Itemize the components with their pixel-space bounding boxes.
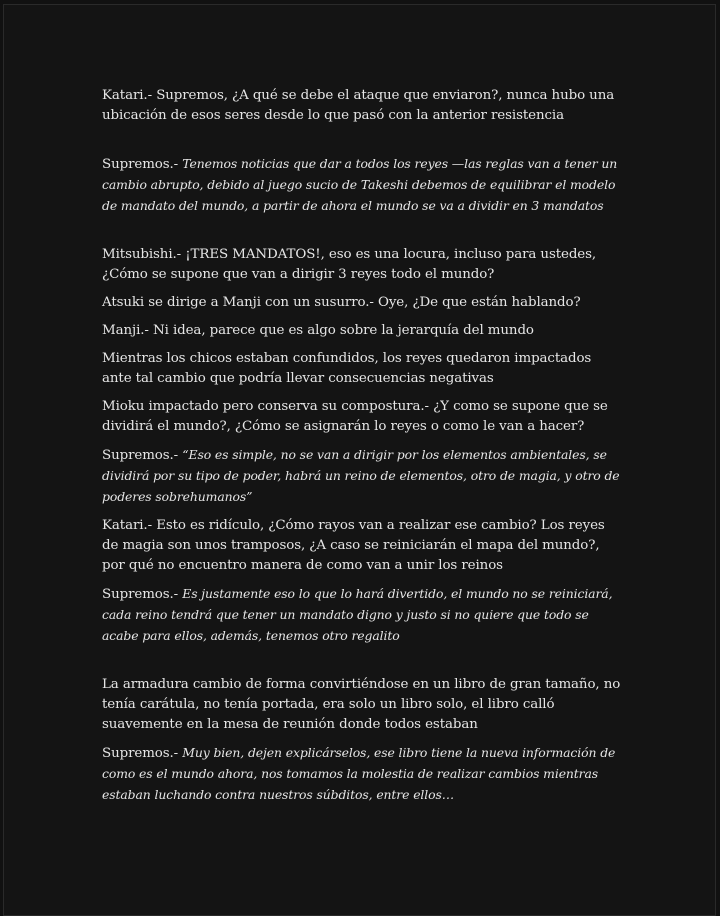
dialogue: Es justamente eso lo que lo hará divertido, el mundo no se reiniciará, cada reino tendrá que tener un mandato digno y justo si no quiere que todo se acabe para ellos, además, tenemos otro regalito: [102, 586, 613, 643]
narration: Mientras los chicos estaban confundidos, los reyes quedaron impactados ante tal cambio que podría llevar consecuencias negativas: [102, 351, 592, 386]
dialogue: “Eso es simple, no se van a dirigir por los elementos ambientales, se dividirá por su tipo de poder, habrá un reino de elementos, otro de magia, y otro de poderes sobrehumanos”: [102, 447, 620, 504]
spacer: [102, 576, 622, 584]
speaker: Supremos.-: [102, 448, 183, 463]
spacer: [102, 313, 622, 321]
speaker: Manji.-: [102, 323, 153, 338]
spacer: [102, 508, 622, 516]
speaker: Supremos.-: [102, 746, 183, 761]
spacer: [102, 126, 622, 154]
narration: Mioku impactado pero conserva su compostura.- ¿Y como se supone que se dividirá el mundo?, ¿Cómo se asignarán lo reyes o como le van a hacer?: [102, 399, 608, 434]
dialogue: Muy bien, dejen explicárselos, ese libro tiene la nueva información de como es el mundo ahora, nos tomamos la molestia de realizar cambios mientras estaban luchando contra nuestros súbditos, entre ellos…: [102, 745, 616, 802]
spacer: [102, 341, 622, 349]
narration: La armadura cambio de forma convirtiéndose en un libro de gran tamaño, no tenía carátula, no tenía portada, era solo un libro solo, el libro calló suavemente en la mesa de reunión donde todos estaban: [102, 677, 621, 732]
paragraph-12: [102, 743, 622, 806]
paragraph-9: [102, 516, 622, 576]
spacer: [102, 389, 622, 397]
paragraph-3: [102, 245, 622, 285]
spacer: [102, 735, 622, 743]
paragraph-1: [102, 86, 622, 126]
paragraph-6: [102, 349, 622, 389]
narration: Atsuki se dirige a Manji con un susurro.- Oye, ¿De que están hablando?: [102, 295, 581, 310]
dialogue: Tenemos noticias que dar a todos los reyes —las reglas van a tener un cambio abrupto, debido al juego sucio de Takeshi debemos de equilibrar el modelo de mandato del mundo, a partir de ahora el mundo se va a dividir en 3 mandatos: [102, 156, 618, 213]
speaker: Supremos.-: [102, 587, 183, 602]
speaker: Katari.-: [102, 88, 157, 103]
paragraph-7: [102, 397, 622, 437]
spacer: [102, 647, 622, 675]
paragraph-11: [102, 675, 622, 735]
paragraph-2: [102, 154, 622, 217]
paragraph-4: [102, 293, 622, 313]
spacer: [102, 285, 622, 293]
speaker: Supremos.-: [102, 157, 183, 172]
speaker: Katari.-: [102, 518, 157, 533]
dialogue: ¡TRES MANDATOS!, eso es una locura, incluso para ustedes, ¿Cómo se supone que van a dirigir 3 reyes todo el mundo?: [102, 247, 597, 282]
paragraph-5: [102, 321, 622, 341]
speaker: Mitsubishi.-: [102, 247, 186, 262]
dialogue: Supremos, ¿A qué se debe el ataque que enviaron?, nunca hubo una ubicación de esos seres desde lo que pasó con la anterior resistencia: [102, 88, 615, 123]
paragraph-10: [102, 584, 622, 647]
dialogue: Esto es ridículo, ¿Cómo rayos van a realizar ese cambio? Los reyes de magia son unos tramposos, ¿A caso se reiniciarán el mapa del mundo?, por qué no encuentro manera de como van a unir los reinos: [102, 518, 605, 573]
spacer: [102, 437, 622, 445]
paragraph-8: [102, 445, 622, 508]
document-body: [102, 86, 622, 806]
spacer: [102, 217, 622, 245]
dialogue: Ni idea, parece que es algo sobre la jerarquía del mundo: [153, 323, 534, 338]
